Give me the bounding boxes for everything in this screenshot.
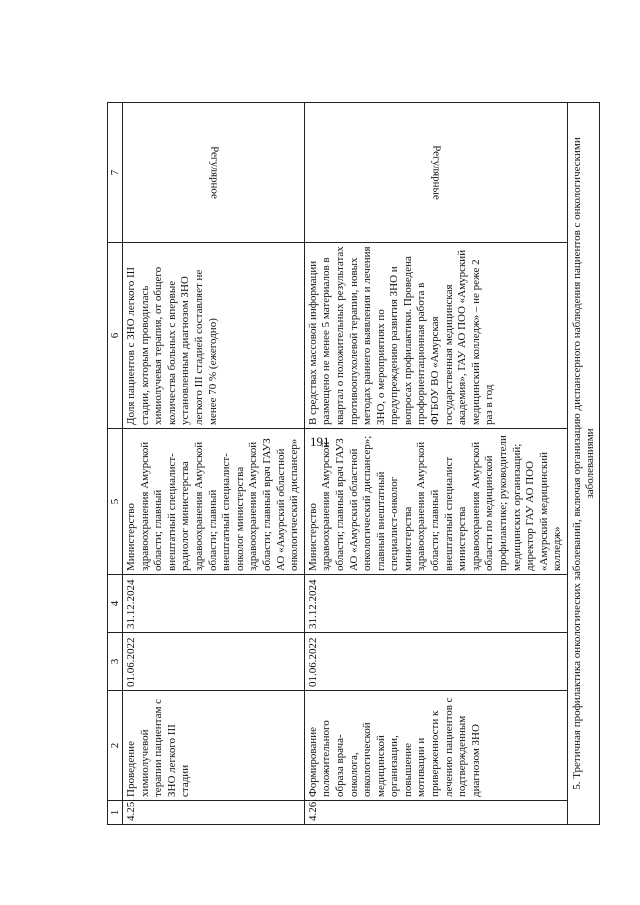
row-start-date: 01.06.2022	[304, 633, 567, 691]
row-start-date: 01.06.2022	[123, 633, 305, 691]
table-row	[123, 103, 305, 825]
col-header-4: 4	[108, 575, 123, 633]
row-number: 4.26.	[304, 801, 567, 825]
col-header-3: 3	[108, 633, 123, 691]
page-number: 191	[310, 434, 330, 449]
col-header-5: 5	[108, 429, 123, 575]
row-responsible: Министерство здравоохранения Амурской области; главный врач ГАУЗ АО «Амурский областной онкологический диспансер»; главный внештатный специалист-онколог министерства здравоохранения Амурской области; главный внештатный специалист министерства здравоохранения Амурской области по медицинской профилактике; руководители медицинских организаций; директор ГАУ АО ПОО «Амурский медицинский колледж»	[304, 429, 567, 575]
row-action: Формирование положительного образа врача-онколога, онкологической медицинской организации, повышение мотивации и приверженности к лечению пациентов с подтвержденным диагнозом ЗНО	[304, 691, 567, 801]
row-action: Проведение химиолучевой терапии пациентам с ЗНО легкого III стадии	[123, 691, 305, 801]
col-header-6: 6	[108, 243, 123, 429]
section-row	[568, 103, 600, 825]
row-indicator: В средствах массовой информации размещено не менее 5 материалов в квартал о положительных результатах противоопухолевой терапии, новых методах раннего выявления и лечения ЗНО, о мероприятиях по предупреждению развития ЗНО и вопросах профилактики. Проведена профориентационная работа в ФГБОУ ВО «Амурская государственная медицинская академия», ГАУ АО ПОО «Амурский медицинский колледж» – не реже 2 раз в год	[304, 243, 567, 429]
row-regularity-cell	[123, 103, 305, 243]
table-row	[304, 103, 567, 825]
row-responsible: Министерство здравоохранения Амурской области; главный внештатный специалист-радиолог министерства здравоохранения Амурской области; главный внештатный специалист-онколог министерства здравоохранения Амурской области; главный врач ГАУЗ АО «Амурский областной онкологический диспансер»	[123, 429, 305, 575]
section-title: 5. Третичная профилактика онкологических заболеваний, включая организацию диспансерного наблюдения пациентов с онкологическими заболеваниями	[568, 103, 600, 825]
header-row	[108, 103, 123, 825]
row-regularity-cell	[304, 103, 567, 243]
rotated-table-wrapper	[107, 103, 596, 825]
row-regularity: Регулярное	[208, 146, 221, 199]
row-regularity: Регулярные	[430, 145, 443, 200]
row-end-date: 31.12.2024	[123, 575, 305, 633]
measures-table	[107, 102, 600, 825]
col-header-1: 1	[108, 801, 123, 825]
col-header-7: 7	[108, 103, 123, 243]
row-number: 4.25.	[123, 801, 305, 825]
row-indicator: Доля пациентов с ЗНО легкого III стадии, которым проводилась химиолучевая терапия, от общего количества больных с впервые установленным диагнозом ЗНО легкого III стадией составляет не менее 70 % (ежегодно)	[123, 243, 305, 429]
col-header-2: 2	[108, 691, 123, 801]
row-end-date: 31.12.2024	[304, 575, 567, 633]
